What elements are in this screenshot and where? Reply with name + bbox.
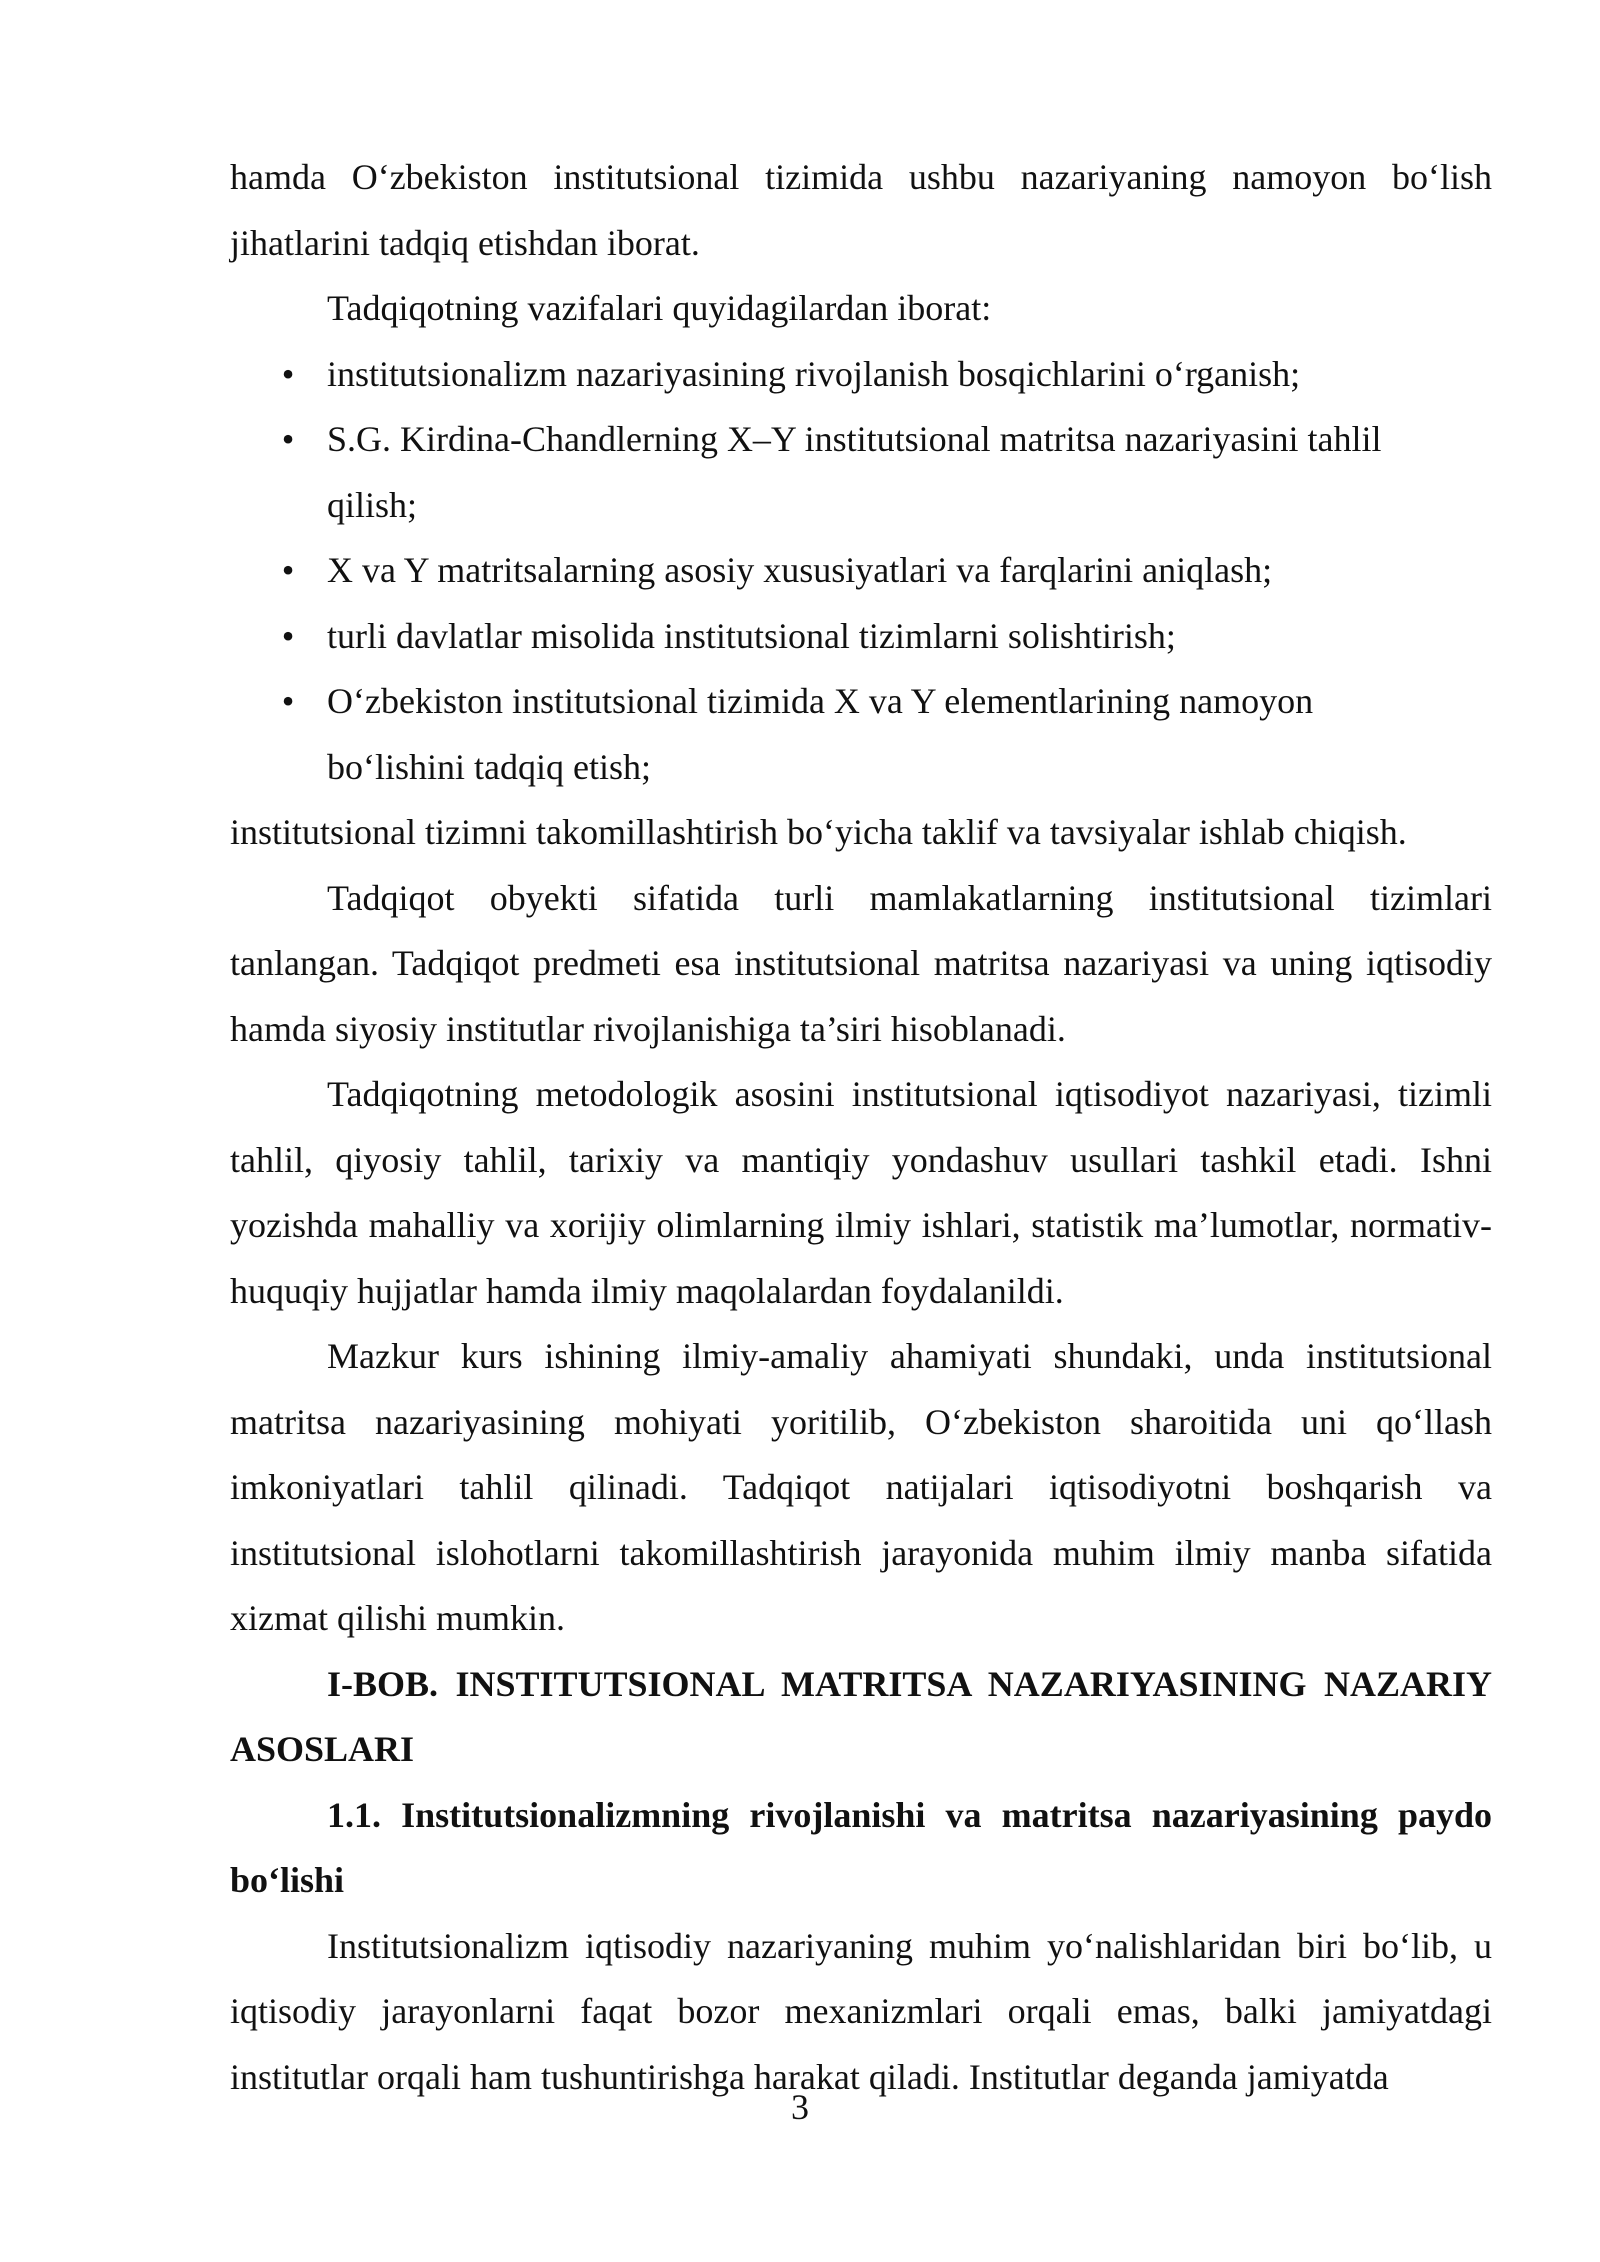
page-number: 3	[791, 2087, 809, 2127]
list-item	[230, 342, 1492, 408]
list-item	[230, 669, 1492, 800]
section-body-paragraph: Institutsionalizm iqtisodiy nazariyaning muhim yo‘nalishlaridan biri bo‘lib, u iqtisodiy jarayonlarni faqat bozor mexanizmlari orqali emas, balki jamiyatdagi institutlar orqali ham tushuntirishga harakat qiladi. Institutlar deganda jamiyatda	[230, 1925, 1492, 2097]
task-text: S.G. Kirdina-Chandlerning X–Y institutsional matritsa nazariyasini tahlil qilish;	[327, 419, 1382, 525]
task-text: turli davlatlar misolida institutsional tizimlarni solishtirish;	[327, 615, 1176, 656]
tasks-list	[230, 342, 1492, 801]
bullet-icon: •	[281, 550, 295, 590]
list-item	[230, 538, 1492, 604]
object-paragraph: Tadqiqot obyekti sifatida turli mamlakatlarning institutsional tizimlari tanlangan. Tadqiqot predmeti esa institutsional matritsa nazariyasi va uning iqtisodiy hamda siyosiy institutlar rivojlanishiga ta’siri hisoblanadi.	[230, 877, 1492, 1049]
tasks-intro-paragraph: Tadqiqotning vazifalari quyidagilardan iborat:	[327, 288, 992, 328]
bullet-icon: •	[281, 681, 295, 721]
significance-paragraph: Mazkur kurs ishining ilmiy-amaliy ahamiyati shundaki, unda institutsional matritsa nazariyasining mohiyati yoritilib, O‘zbekiston sharoitida uni qo‘llash imkoniyatlari tahlil qilinadi. Tadqiqot natijalari iqtisodiyotni boshqarish va institutsional islohotlarni takomillashtirish jarayonida muhim ilmiy manba sifatida xizmat qilishi mumkin.	[230, 1336, 1492, 1638]
section-heading: 1.1. Institutsionalizmning rivojlanishi va matritsa nazariyasining paydo bo‘lishi	[230, 1794, 1492, 1900]
task-text: O‘zbekiston institutsional tizimida X va Y elementlarining namoyon bo‘lishini tadqiq etish;	[327, 681, 1314, 787]
methodology-paragraph: Tadqiqotning metodologik asosini institutsional iqtisodiyot nazariyasi, tizimli tahlil, qiyosiy tahlil, tarixiy va mantiqiy yondashuv usullari tashkil etadi. Ishni yozishda mahalliy va xorijiy olimlarning ilmiy ishlari, statistik ma’lumotlar, normativ-huquqiy hujjatlar hamda ilmiy maqolalardan foydalanildi.	[230, 1074, 1492, 1311]
bullet-icon: •	[281, 615, 295, 656]
document-page	[230, 145, 1492, 2110]
task-text: X va Y matritsalarning asosiy xususiyatlari va farqlarini aniqlash;	[327, 550, 1273, 590]
list-item	[230, 604, 1492, 670]
tasks-last-paragraph: institutsional tizimni takomillashtirish bo‘yicha taklif va tavsiyalar ishlab chiqish.	[230, 812, 1407, 852]
bullet-icon: •	[281, 419, 295, 459]
bullet-icon: •	[281, 353, 295, 394]
intro-continuation-paragraph: hamda O‘zbekiston institutsional tizimida ushbu nazariyaning namoyon bo‘lish jihatlarini tadqiq etishdan iborat.	[230, 157, 1492, 263]
task-text: institutsionalizm nazariyasining rivojlanish bosqichlarini o‘rganish;	[327, 353, 1301, 394]
chapter-heading: I-BOB. INSTITUTSIONAL MATRITSA NAZARIYASINING NAZARIY ASOSLARI	[230, 1663, 1492, 1769]
list-item	[230, 407, 1492, 538]
